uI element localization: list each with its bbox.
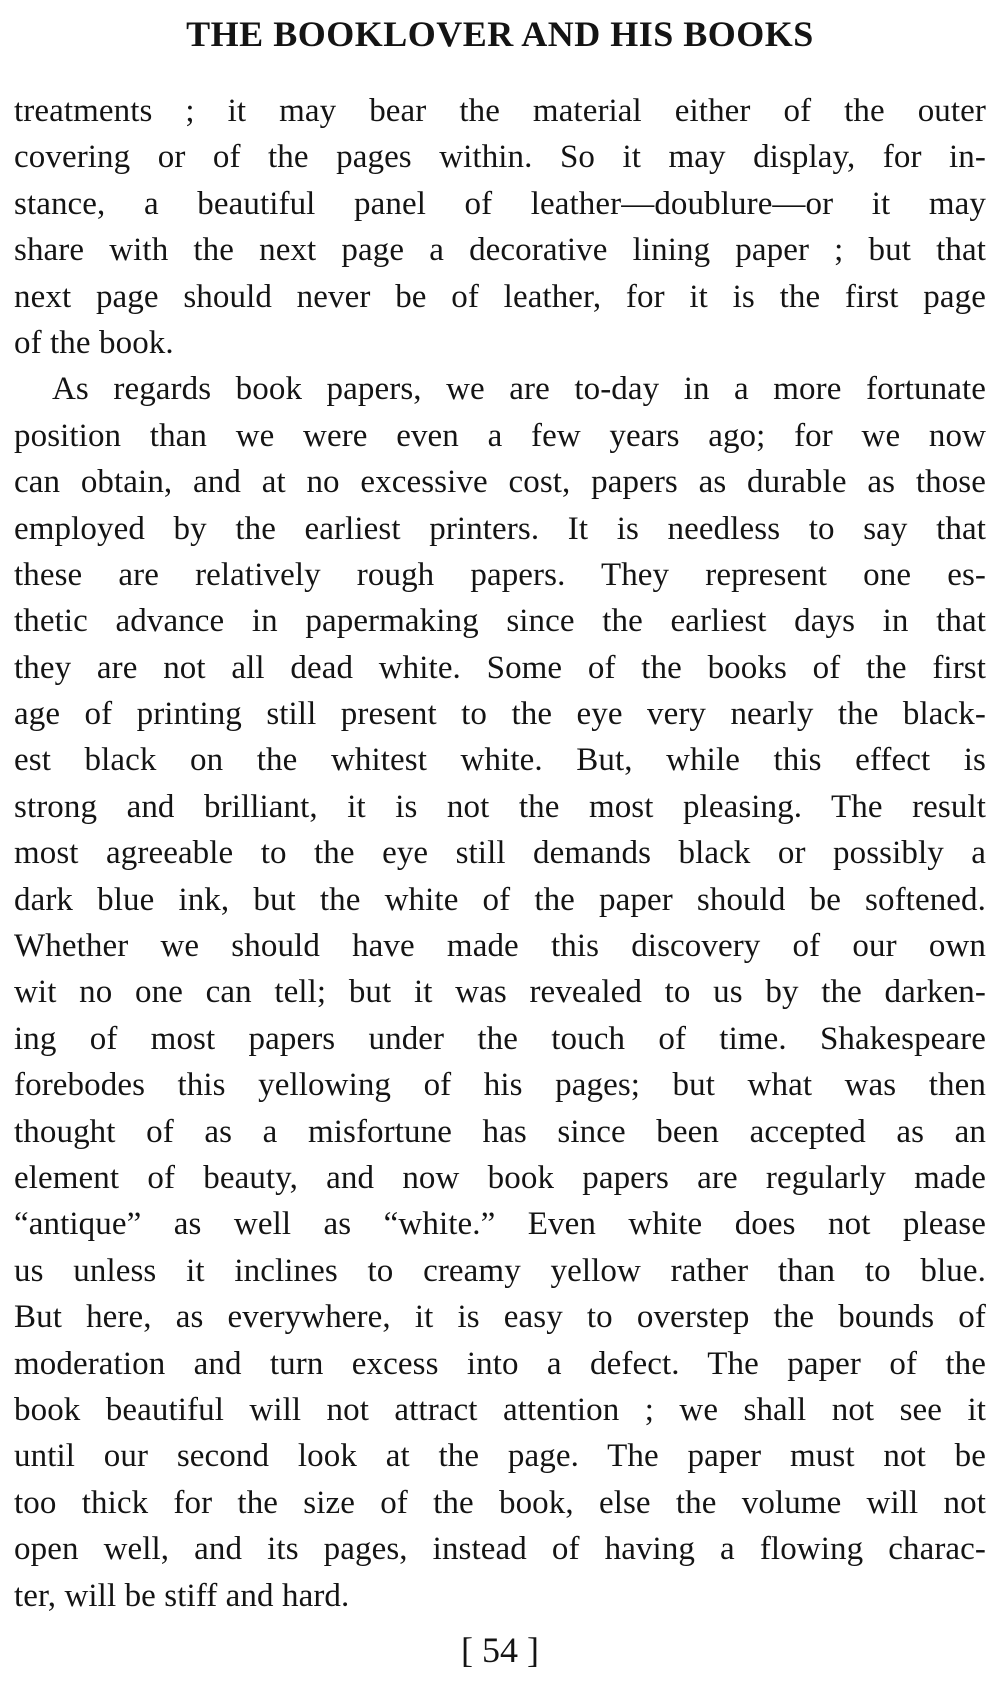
text-line: moderation and turn excess into a defect. The paper of the <box>14 1345 986 1382</box>
text-line: open well, and its pages, instead of having a flowing charac- <box>14 1531 986 1568</box>
text-line: ter, will be stiff and hard. <box>14 1577 350 1614</box>
text-line: next page should never be of leather, for it is the first page <box>14 278 986 315</box>
text-line: “antique” as well as “white.” Even white does not please <box>14 1206 986 1243</box>
text-line: thought of as a misfortune has since been accepted as an <box>14 1113 986 1150</box>
page-number: [ 54 ] <box>461 1630 539 1670</box>
text-line: position than we were even a few years ago; for we now <box>14 417 986 454</box>
running-title: THE BOOKLOVER AND HIS BOOKS <box>186 14 814 54</box>
text-line: Whether we should have made this discovery of our own <box>14 928 986 965</box>
text-line: they are not all dead white. Some of the books of the first <box>14 649 986 686</box>
text-line: share with the next page a decorative lining paper ; but that <box>14 232 986 269</box>
text-line: book beautiful will not attract attention ; we shall not see it <box>14 1391 986 1428</box>
text-line: age of printing still present to the eye very nearly the black- <box>14 696 986 733</box>
text-line: covering or of the pages within. So it may display, for in- <box>14 139 986 176</box>
text-line: of the book. <box>14 324 174 361</box>
text-line: forebodes this yellowing of his pages; but what was then <box>14 1067 986 1104</box>
text-line: est black on the whitest white. But, while this effect is <box>14 742 986 779</box>
paragraph <box>14 366 986 1619</box>
book-page <box>14 0 986 1696</box>
text-line: us unless it inclines to creamy yellow rather than to blue. <box>14 1252 986 1289</box>
text-line: these are relatively rough papers. They represent one es- <box>14 556 986 593</box>
text-line: element of beauty, and now book papers are regularly made <box>14 1159 986 1196</box>
text-line: too thick for the size of the book, else the volume will not <box>14 1484 986 1521</box>
text-line: ing of most papers under the touch of time. Shakespeare <box>14 1020 986 1057</box>
text-line: As regards book papers, we are to-day in a more fortunate <box>52 371 986 408</box>
text-line: employed by the earliest printers. It is needless to say that <box>14 510 986 547</box>
text-line: strong and brilliant, it is not the most pleasing. The result <box>14 788 986 825</box>
text-line: wit no one can tell; but it was revealed to us by the darken- <box>14 974 986 1011</box>
text-line: dark blue ink, but the white of the paper should be softened. <box>14 881 986 918</box>
text-line: until our second look at the page. The paper must not be <box>14 1438 986 1475</box>
text-line: stance, a beautiful panel of leather—doublure—or it may <box>14 185 986 222</box>
paragraph <box>14 88 986 366</box>
text-line: thetic advance in papermaking since the earliest days in that <box>14 603 986 640</box>
text-line: can obtain, and at no excessive cost, papers as durable as those <box>14 464 986 501</box>
text-line: treatments ; it may bear the material either of the outer <box>14 93 986 129</box>
text-line: most agreeable to the eye still demands black or possibly a <box>14 835 986 872</box>
body-text <box>14 88 986 1619</box>
text-line: But here, as everywhere, it is easy to overstep the bounds of <box>14 1299 986 1336</box>
